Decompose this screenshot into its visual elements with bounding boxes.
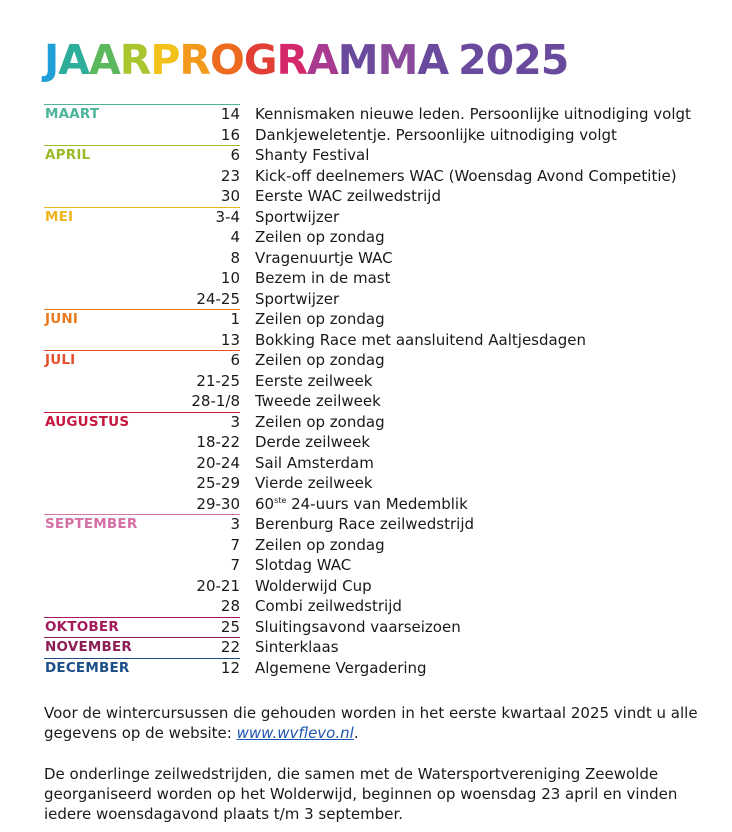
event-text: Berenburg Race zeilwedstrijd	[255, 515, 475, 533]
event-row	[44, 248, 694, 269]
event-date: 22	[220, 638, 240, 656]
event-text: Sail Amsterdam	[255, 453, 374, 472]
event-text: Vierde zeilweek	[255, 474, 373, 492]
month-label: MEI	[45, 208, 74, 225]
month-label: APRIL	[45, 147, 91, 163]
event-description	[255, 617, 461, 638]
title-letter: A	[58, 36, 89, 84]
event-description	[255, 494, 468, 515]
event-date: 29-30	[196, 494, 240, 513]
month-label: NOVEMBER	[45, 639, 133, 655]
event-date: 30	[220, 187, 240, 205]
competition-paragraph	[44, 764, 724, 824]
month-block-oktober	[44, 617, 694, 638]
event-text: Tweede zeilweek	[255, 392, 381, 410]
month-label: SEPTEMBER	[45, 516, 138, 532]
event-row	[44, 391, 694, 412]
event-date: 7	[230, 535, 240, 554]
event-row	[44, 473, 694, 494]
event-date: 25	[220, 617, 240, 636]
event-date: 3	[230, 412, 240, 431]
event-date: 3-4	[215, 207, 240, 226]
event-date: 18-22	[196, 433, 240, 451]
event-text: Vragenuurtje WAC	[255, 248, 393, 267]
event-description	[255, 186, 441, 207]
event-text: Algemene Vergadering	[255, 658, 427, 677]
event-description	[255, 658, 427, 679]
event-text: Kick-off deelnemers WAC (Woensdag Avond Competitie)	[255, 166, 677, 185]
event-date: 8	[230, 248, 240, 267]
event-description	[255, 371, 372, 392]
event-row	[44, 145, 694, 166]
event-text: Kennismaken nieuwe leden. Persoonlijke uitnodiging volgt	[255, 105, 691, 123]
month-block-september	[44, 514, 694, 617]
title-letter: R	[276, 36, 308, 84]
event-row	[44, 309, 694, 330]
title-letter: J	[44, 36, 59, 84]
title-letter: 5	[540, 36, 569, 84]
title-letter: 2	[458, 36, 486, 84]
event-description	[255, 576, 372, 597]
event-description	[255, 330, 586, 351]
event-text: Sportwijzer	[255, 289, 340, 308]
event-description	[255, 350, 385, 371]
title-letter: R	[119, 36, 151, 84]
event-row	[44, 535, 694, 556]
event-text: Dankjeweletentje. Persoonlijke uitnodiging volgt	[255, 125, 617, 144]
event-text: Zeilen op zondag	[255, 310, 385, 328]
title-letter: O	[209, 36, 244, 84]
event-description	[255, 637, 339, 658]
month-label: JUNI	[45, 311, 79, 327]
event-date: 14	[220, 105, 240, 123]
event-text: Combi zeilwedstrijd	[255, 597, 402, 615]
title-letter: M	[337, 36, 378, 84]
event-row	[44, 289, 694, 310]
title-letter	[448, 36, 458, 84]
event-date: 4	[230, 228, 240, 246]
ordinal-suffix: ste	[274, 495, 287, 505]
event-row	[44, 227, 694, 248]
event-date: 20-21	[196, 576, 240, 595]
event-description	[255, 145, 369, 166]
event-date: 6	[230, 351, 240, 369]
event-text: Sportwijzer	[255, 207, 340, 226]
competition-text: De onderlinge zeilwedstrijden, die samen met de Watersportvereniging Zeewolde georganiseerd worden op het Wolderwijd, beginnen op woensdag 23 april en vinden iedere woensdagavond plaats t/m 3 september.	[44, 765, 678, 823]
event-row	[44, 330, 694, 351]
event-description	[255, 125, 617, 146]
event-date: 20-24	[196, 453, 240, 472]
event-text: Shanty Festival	[255, 146, 370, 164]
month-block-mei	[44, 207, 694, 310]
title-letter: A	[307, 36, 338, 84]
month-block-december	[44, 658, 694, 679]
event-description	[255, 207, 339, 228]
month-label: AUGUSTUS	[45, 413, 130, 430]
event-row	[44, 104, 694, 125]
event-text: Zeilen op zondag	[255, 535, 385, 554]
event-date: 23	[220, 166, 240, 185]
event-row	[44, 637, 694, 658]
event-date: 7	[230, 556, 240, 574]
event-row	[44, 494, 694, 515]
event-date: 28-1/8	[191, 392, 240, 410]
event-description	[255, 453, 374, 474]
event-row	[44, 453, 694, 474]
title-letter: M	[377, 36, 418, 84]
event-date: 1	[230, 310, 240, 328]
event-description	[255, 412, 385, 433]
event-date: 16	[220, 125, 240, 144]
event-row	[44, 555, 694, 576]
event-description	[255, 268, 390, 289]
event-text: Eerste zeilweek	[255, 371, 373, 390]
title-letter: G	[243, 36, 277, 84]
month-block-juli	[44, 350, 694, 412]
event-row	[44, 412, 694, 433]
event-text: Sluitingsavond vaarseizoen	[255, 617, 461, 636]
winter-courses-text: Voor de wintercursussen die gehouden worden in het eerste kwartaal 2025 vindt u alle gegevens op de website:	[44, 704, 698, 742]
event-text: Bezem in de mast	[255, 269, 391, 287]
event-text: Sinterklaas	[255, 638, 339, 656]
event-date: 25-29	[196, 474, 240, 492]
event-text: Bokking Race met aansluitend Aaltjesdagen	[255, 330, 586, 349]
month-block-augustus	[44, 412, 694, 515]
event-description	[255, 514, 474, 535]
event-description	[255, 104, 691, 125]
event-text: Derde zeilweek	[255, 433, 371, 451]
event-date: 6	[230, 146, 240, 164]
event-row	[44, 186, 694, 207]
event-date: 13	[220, 330, 240, 349]
event-row	[44, 658, 694, 679]
winter-courses-paragraph	[44, 703, 724, 743]
month-block-november	[44, 637, 694, 658]
event-row	[44, 268, 694, 289]
event-text: Eerste WAC zeilwedstrijd	[255, 187, 441, 205]
event-row	[44, 432, 694, 453]
event-row	[44, 514, 694, 535]
month-block-juni	[44, 309, 694, 350]
page-title	[44, 36, 568, 84]
year-schedule	[44, 104, 694, 678]
event-date: 24-25	[196, 289, 240, 308]
event-date: 10	[220, 269, 240, 287]
event-date: 28	[220, 597, 240, 615]
event-row	[44, 596, 694, 617]
event-text: Wolderwijd Cup	[255, 576, 372, 595]
event-row	[44, 576, 694, 597]
event-description	[255, 227, 385, 248]
event-description	[255, 166, 677, 187]
website-link[interactable]: www.wvflevo.nl	[236, 724, 354, 742]
event-date: 21-25	[196, 371, 240, 390]
event-date: 3	[230, 515, 240, 533]
event-text: Slotdag WAC	[255, 556, 352, 574]
event-description	[255, 289, 339, 310]
event-row	[44, 617, 694, 638]
month-label: DECEMBER	[45, 659, 130, 676]
title-letter: R	[179, 36, 210, 84]
event-description	[255, 309, 385, 330]
title-letter: P	[150, 36, 180, 84]
title-letter: A	[417, 36, 449, 84]
event-text: Zeilen op zondag	[255, 412, 385, 431]
event-description	[255, 432, 370, 453]
event-description	[255, 248, 393, 269]
event-text: 60	[255, 494, 275, 513]
title-letter: 2	[513, 36, 541, 84]
event-date: 12	[220, 658, 240, 677]
event-description	[255, 473, 373, 494]
event-row	[44, 166, 694, 187]
event-description	[255, 555, 351, 576]
title-letter: 0	[485, 36, 514, 84]
event-description	[255, 535, 385, 556]
event-row	[44, 125, 694, 146]
month-block-maart	[44, 104, 694, 145]
event-text: Zeilen op zondag	[255, 228, 385, 246]
month-label: JULI	[45, 352, 76, 368]
month-label: OKTOBER	[45, 618, 119, 635]
event-row	[44, 350, 694, 371]
event-row	[44, 207, 694, 228]
title-letter: A	[89, 36, 120, 84]
event-description	[255, 391, 381, 412]
event-row	[44, 371, 694, 392]
month-label: MAART	[45, 106, 100, 122]
event-text: Zeilen op zondag	[255, 351, 385, 369]
winter-courses-end: .	[353, 724, 359, 742]
event-text-continued: 24-uurs van Medemblik	[286, 494, 468, 513]
month-block-april	[44, 145, 694, 207]
event-description	[255, 596, 402, 617]
